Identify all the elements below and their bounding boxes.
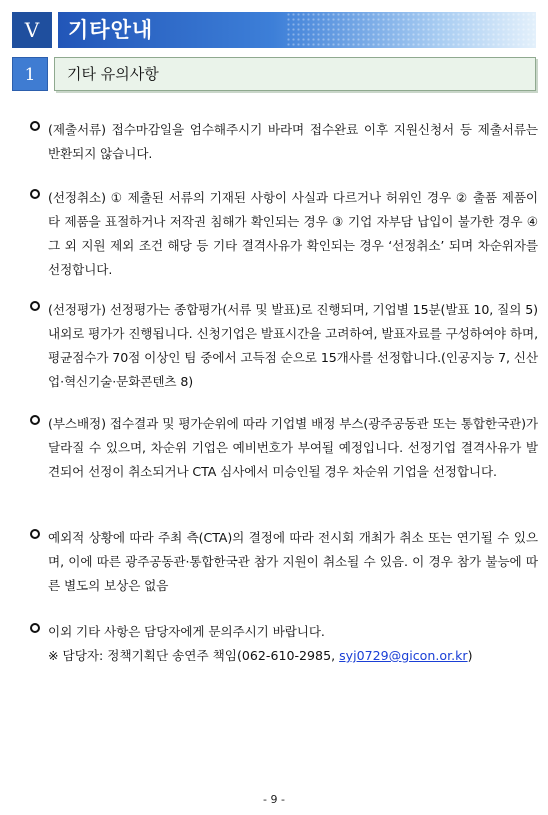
circle-bullet-icon: [30, 623, 40, 633]
contact-prefix: ※ 담당자: 정책기획단 송연주 책임(062-610-2985,: [48, 648, 340, 663]
section-number: V: [12, 12, 52, 48]
list-item: [30, 526, 538, 598]
list-item-text: (선정취소) ① 제출된 서류의 기재된 사항이 사실과 다르거나 허위인 경우 ② 출품 제품이 타 제품을 표절하거나 저작권 침해가 확인되는 경우 ③ 기업 자부담 납입이 불가한 경우 ④ 그 외 지원 제외 조건 해당 등 기타 결격사유가 확인되는 경우 ‘선정취소’ 되며 차순위자를 선정합니다.: [48, 190, 538, 277]
contact-note: [48, 644, 538, 668]
list-item: [30, 412, 538, 484]
list-item-text: (제출서류) 접수마감일을 엄수해주시기 바라며 접수완료 이후 지원신청서 등 제출서류는 반환되지 않습니다.: [48, 122, 538, 161]
circle-bullet-icon: [30, 529, 40, 539]
subsection-number: 1: [12, 57, 48, 91]
contact-email-link[interactable]: syj0729@gicon.or.kr: [339, 648, 468, 663]
page-number: - 9 -: [263, 793, 285, 806]
list-item: [30, 620, 538, 668]
circle-bullet-icon: [30, 121, 40, 131]
subsection-title-box: [54, 57, 536, 91]
circle-bullet-icon: [30, 415, 40, 425]
dot-pattern: [286, 12, 536, 48]
section-title-bar: [58, 12, 536, 48]
list-item: [30, 118, 538, 166]
list-item-text: (부스배정) 접수결과 및 평가순위에 따라 기업별 배정 부스(광주공동관 또는 통합한국관)가 달라질 수 있으며, 차순위 기업은 예비번호가 부여될 예정입니다. 선정기업 결격사유가 발견되어 선정이 취소되거나 CTA 심사에서 미승인될 경우 차순위 기업을 선정합니다.: [48, 416, 538, 479]
list-item: [30, 298, 538, 394]
circle-bullet-icon: [30, 189, 40, 199]
section-title: 기타안내: [68, 18, 154, 42]
contact-suffix: ): [467, 648, 473, 663]
section-header: [12, 12, 536, 48]
subsection-title: 기타 유의사항: [67, 65, 159, 83]
list-item-text: (선정평가) 선정평가는 종합평가(서류 및 발표)로 진행되며, 기업별 15분(발표 10, 질의 5) 내외로 평가가 진행됩니다. 신청기업은 발표시간을 고려하여, 발표자료를 구성하여야 하며, 평균점수가 70점 이상인 팀 중에서 고득점 순으로 15개사를 선정합니다.(인공지능 7, 신산업·혁신기술·문화콘텐츠 8): [48, 302, 538, 389]
subsection-header: [12, 57, 536, 91]
list-item-text: 예외적 상황에 따라 주최 측(CTA)의 결정에 따라 전시회 개최가 취소 또는 연기될 수 있으며, 이에 따른 광주공동관·통합한국관 참가 지원이 취소될 수 있음. 이 경우 참가 불능에 따른 별도의 보상은 없음: [48, 530, 538, 593]
circle-bullet-icon: [30, 301, 40, 311]
list-item-text: 이외 기타 사항은 담당자에게 문의주시기 바랍니다.: [48, 624, 325, 639]
list-item: [30, 186, 538, 282]
